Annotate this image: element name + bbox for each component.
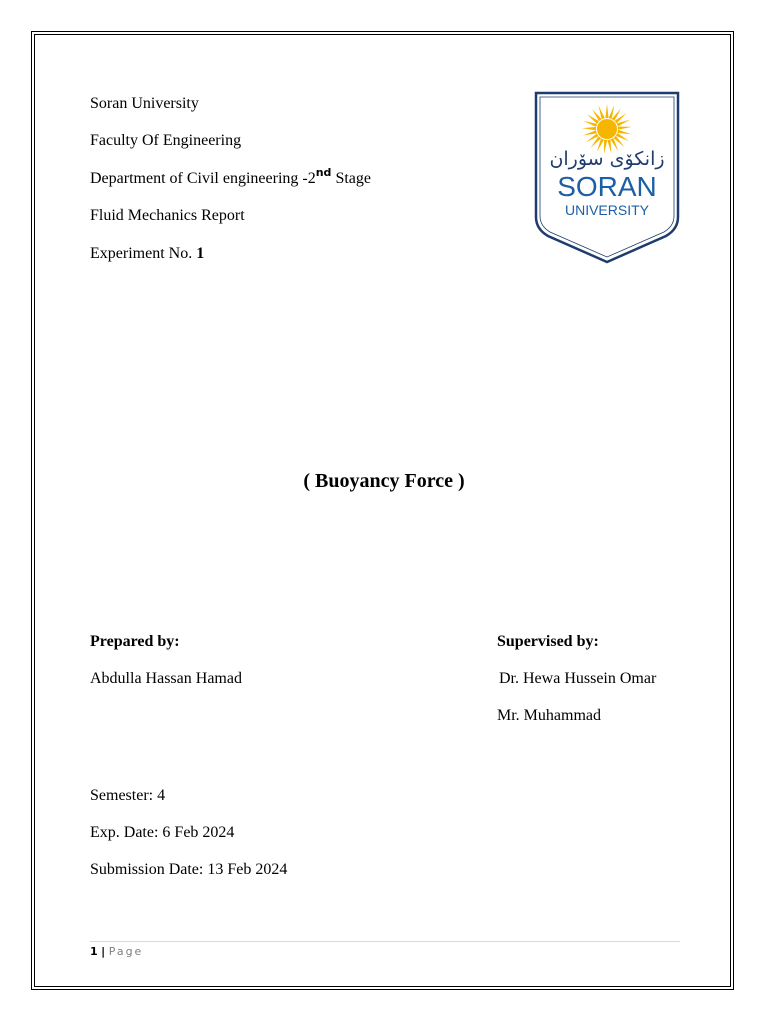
supervisor-name-2: Mr. Muhammad xyxy=(497,707,601,724)
supervisor-name-1: Dr. Hewa Hussein Omar xyxy=(499,670,657,687)
semester: Semester: 4 xyxy=(90,787,166,804)
footer-rule xyxy=(90,941,680,942)
supervised-by-label: Supervised by: xyxy=(497,633,599,650)
page-word: Page xyxy=(108,945,144,958)
department-stage: Stage xyxy=(331,170,371,187)
experiment-date: Exp. Date: 6 Feb 2024 xyxy=(90,824,235,841)
prepared-by-name: Abdulla Hassan Hamad xyxy=(90,670,242,687)
logo-arabic-name: زانكۆی سۆران xyxy=(549,148,665,170)
experiment-label: Experiment No. xyxy=(90,245,197,262)
logo-subtitle: UNIVERSITY xyxy=(564,202,649,218)
logo-name: SORAN xyxy=(557,171,657,202)
prepared-by-label: Prepared by: xyxy=(90,633,180,650)
course-name: Fluid Mechanics Report xyxy=(90,207,245,224)
page-number: 1 xyxy=(90,945,98,958)
submission-date: Submission Date: 13 Feb 2024 xyxy=(90,861,288,878)
experiment-number: 1 xyxy=(196,245,205,262)
experiment-line xyxy=(90,244,204,264)
report-title: ( Buoyancy Force ) xyxy=(303,470,465,492)
footer-separator: | xyxy=(101,945,106,958)
department-ordinal: nd xyxy=(315,165,332,179)
page-footer xyxy=(90,945,143,959)
department-line xyxy=(90,165,371,189)
university-name: Soran University xyxy=(90,95,199,112)
faculty-name: Faculty Of Engineering xyxy=(90,132,242,149)
department-text: Department of Civil engineering -2 xyxy=(90,170,316,187)
